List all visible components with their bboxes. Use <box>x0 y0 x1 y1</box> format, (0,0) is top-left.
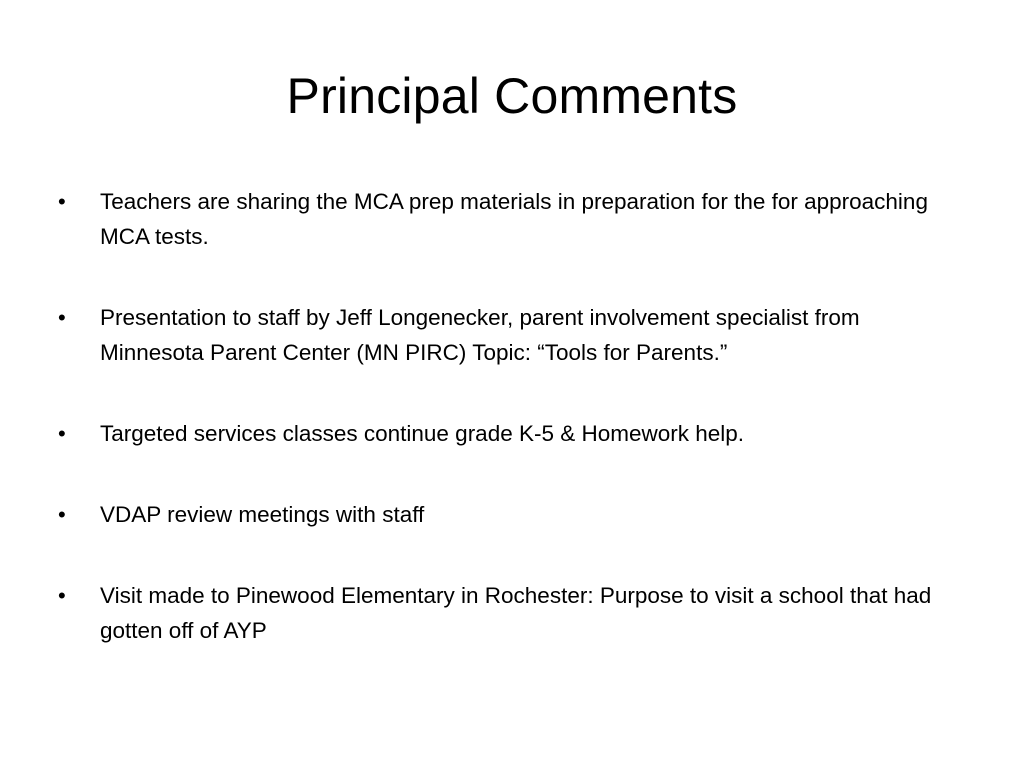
bullet-text: Visit made to Pinewood Elementary in Rochester: Purpose to visit a school that had gotten off of AYP <box>100 583 932 643</box>
bullet-list <box>58 184 958 694</box>
list-item <box>58 578 958 648</box>
list-item <box>58 184 958 254</box>
bullet-icon: • <box>58 189 66 214</box>
list-item <box>58 416 958 451</box>
slide-title: Principal Comments <box>286 68 738 124</box>
bullet-text: Targeted services classes continue grade K-5 & Homework help. <box>100 421 745 446</box>
bullet-icon: • <box>58 305 66 330</box>
bullet-icon: • <box>58 502 66 527</box>
bullet-text: Presentation to staff by Jeff Longenecker, parent involvement specialist from Minnesota Parent Center (MN PIRC) Topic: “Tools for Parents.” <box>100 305 860 365</box>
bullet-icon: • <box>58 421 66 446</box>
bullet-icon: • <box>58 583 66 608</box>
bullet-text: VDAP review meetings with staff <box>100 502 425 527</box>
list-item <box>58 300 958 370</box>
list-item <box>58 497 958 532</box>
bullet-text: Teachers are sharing the MCA prep materials in preparation for the for approaching MCA tests. <box>100 189 928 249</box>
